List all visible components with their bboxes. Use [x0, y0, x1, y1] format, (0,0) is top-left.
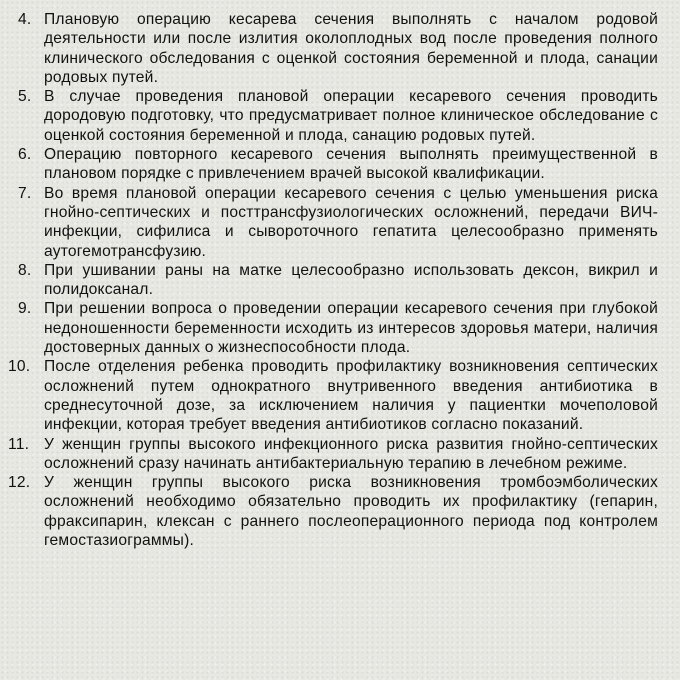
item-text: При ушивании раны на матке целесообразно использовать дексон, викрил и полидоксанал. [44, 261, 658, 299]
item-number: 11. [8, 435, 30, 453]
item-text: После отделения ребенка проводить профилактику возникновения септических осложнений путем однократного внутривенного введения антибиотика в среднесуточной дозе, за исключением наличия у пациентки мочеполовой инфекции, которая требует введения антибиотиков согласно показаний. [44, 358, 658, 434]
list-item [18, 145, 658, 184]
item-number: 5. [18, 88, 32, 106]
list-item [8, 473, 658, 550]
item-text: Операцию повторного кесаревого сечения выполнять преимущественной в плановом порядке с привлечением врачей высокой квалификации. [44, 146, 658, 183]
item-number: 4. [18, 11, 32, 28]
list-item [8, 357, 658, 434]
item-number: 10. [8, 358, 31, 376]
item-text: В случае проведения плановой операции кесаревого сечения проводить дородовую подготовку, что предусматривает полное клиническое обследование с оценкой состояния беременной и плода, санацию родовых путей. [44, 88, 658, 144]
item-number: 12. [8, 474, 31, 492]
list-item [18, 299, 658, 357]
item-number: 8. [18, 261, 32, 279]
item-number: 6. [18, 146, 32, 164]
item-text: У женщин группы высокого риска возникновения тромбоэмболических осложнений необходимо обязательно проводить их профилактику (гепарин, фраксипарин, клексан с раннего послеоперационного периода под контролем гемостазиограммы). [44, 474, 658, 550]
item-number: 7. [18, 184, 32, 202]
item-number: 9. [18, 300, 32, 318]
item-text: Во время плановой операции кесаревого сечения с целью уменьшения риска гнойно-септических и посттрансфузиологических осложнений, передачи ВИЧ-инфекции, сифилиса и сывороточного гепатита целесообразно применять аутогемотрансфузию. [44, 184, 658, 260]
item-text: При решении вопроса о проведении операции кесаревого сечения при глубокой недоношенности беременности исходить из интересов здоровья матери, наличия достоверных данных о жизнеспособности плода. [44, 300, 658, 357]
list-item [18, 261, 658, 300]
list-item [18, 184, 658, 261]
list-item [18, 87, 658, 145]
item-text: Плановую операцию кесарева сечения выполнять с началом родовой деятельности или после излития околоплодных вод после проведения полного клинического обследования с оценкой состояния беременной и плода, санации родовых путей. [44, 11, 658, 86]
item-text: У женщин группы высокого инфекционного риска развития гнойно-септических осложнений сразу начинать антибактериальную терапию в лечебном режиме. [44, 435, 658, 472]
list-item [8, 435, 658, 474]
list-item [18, 10, 658, 87]
